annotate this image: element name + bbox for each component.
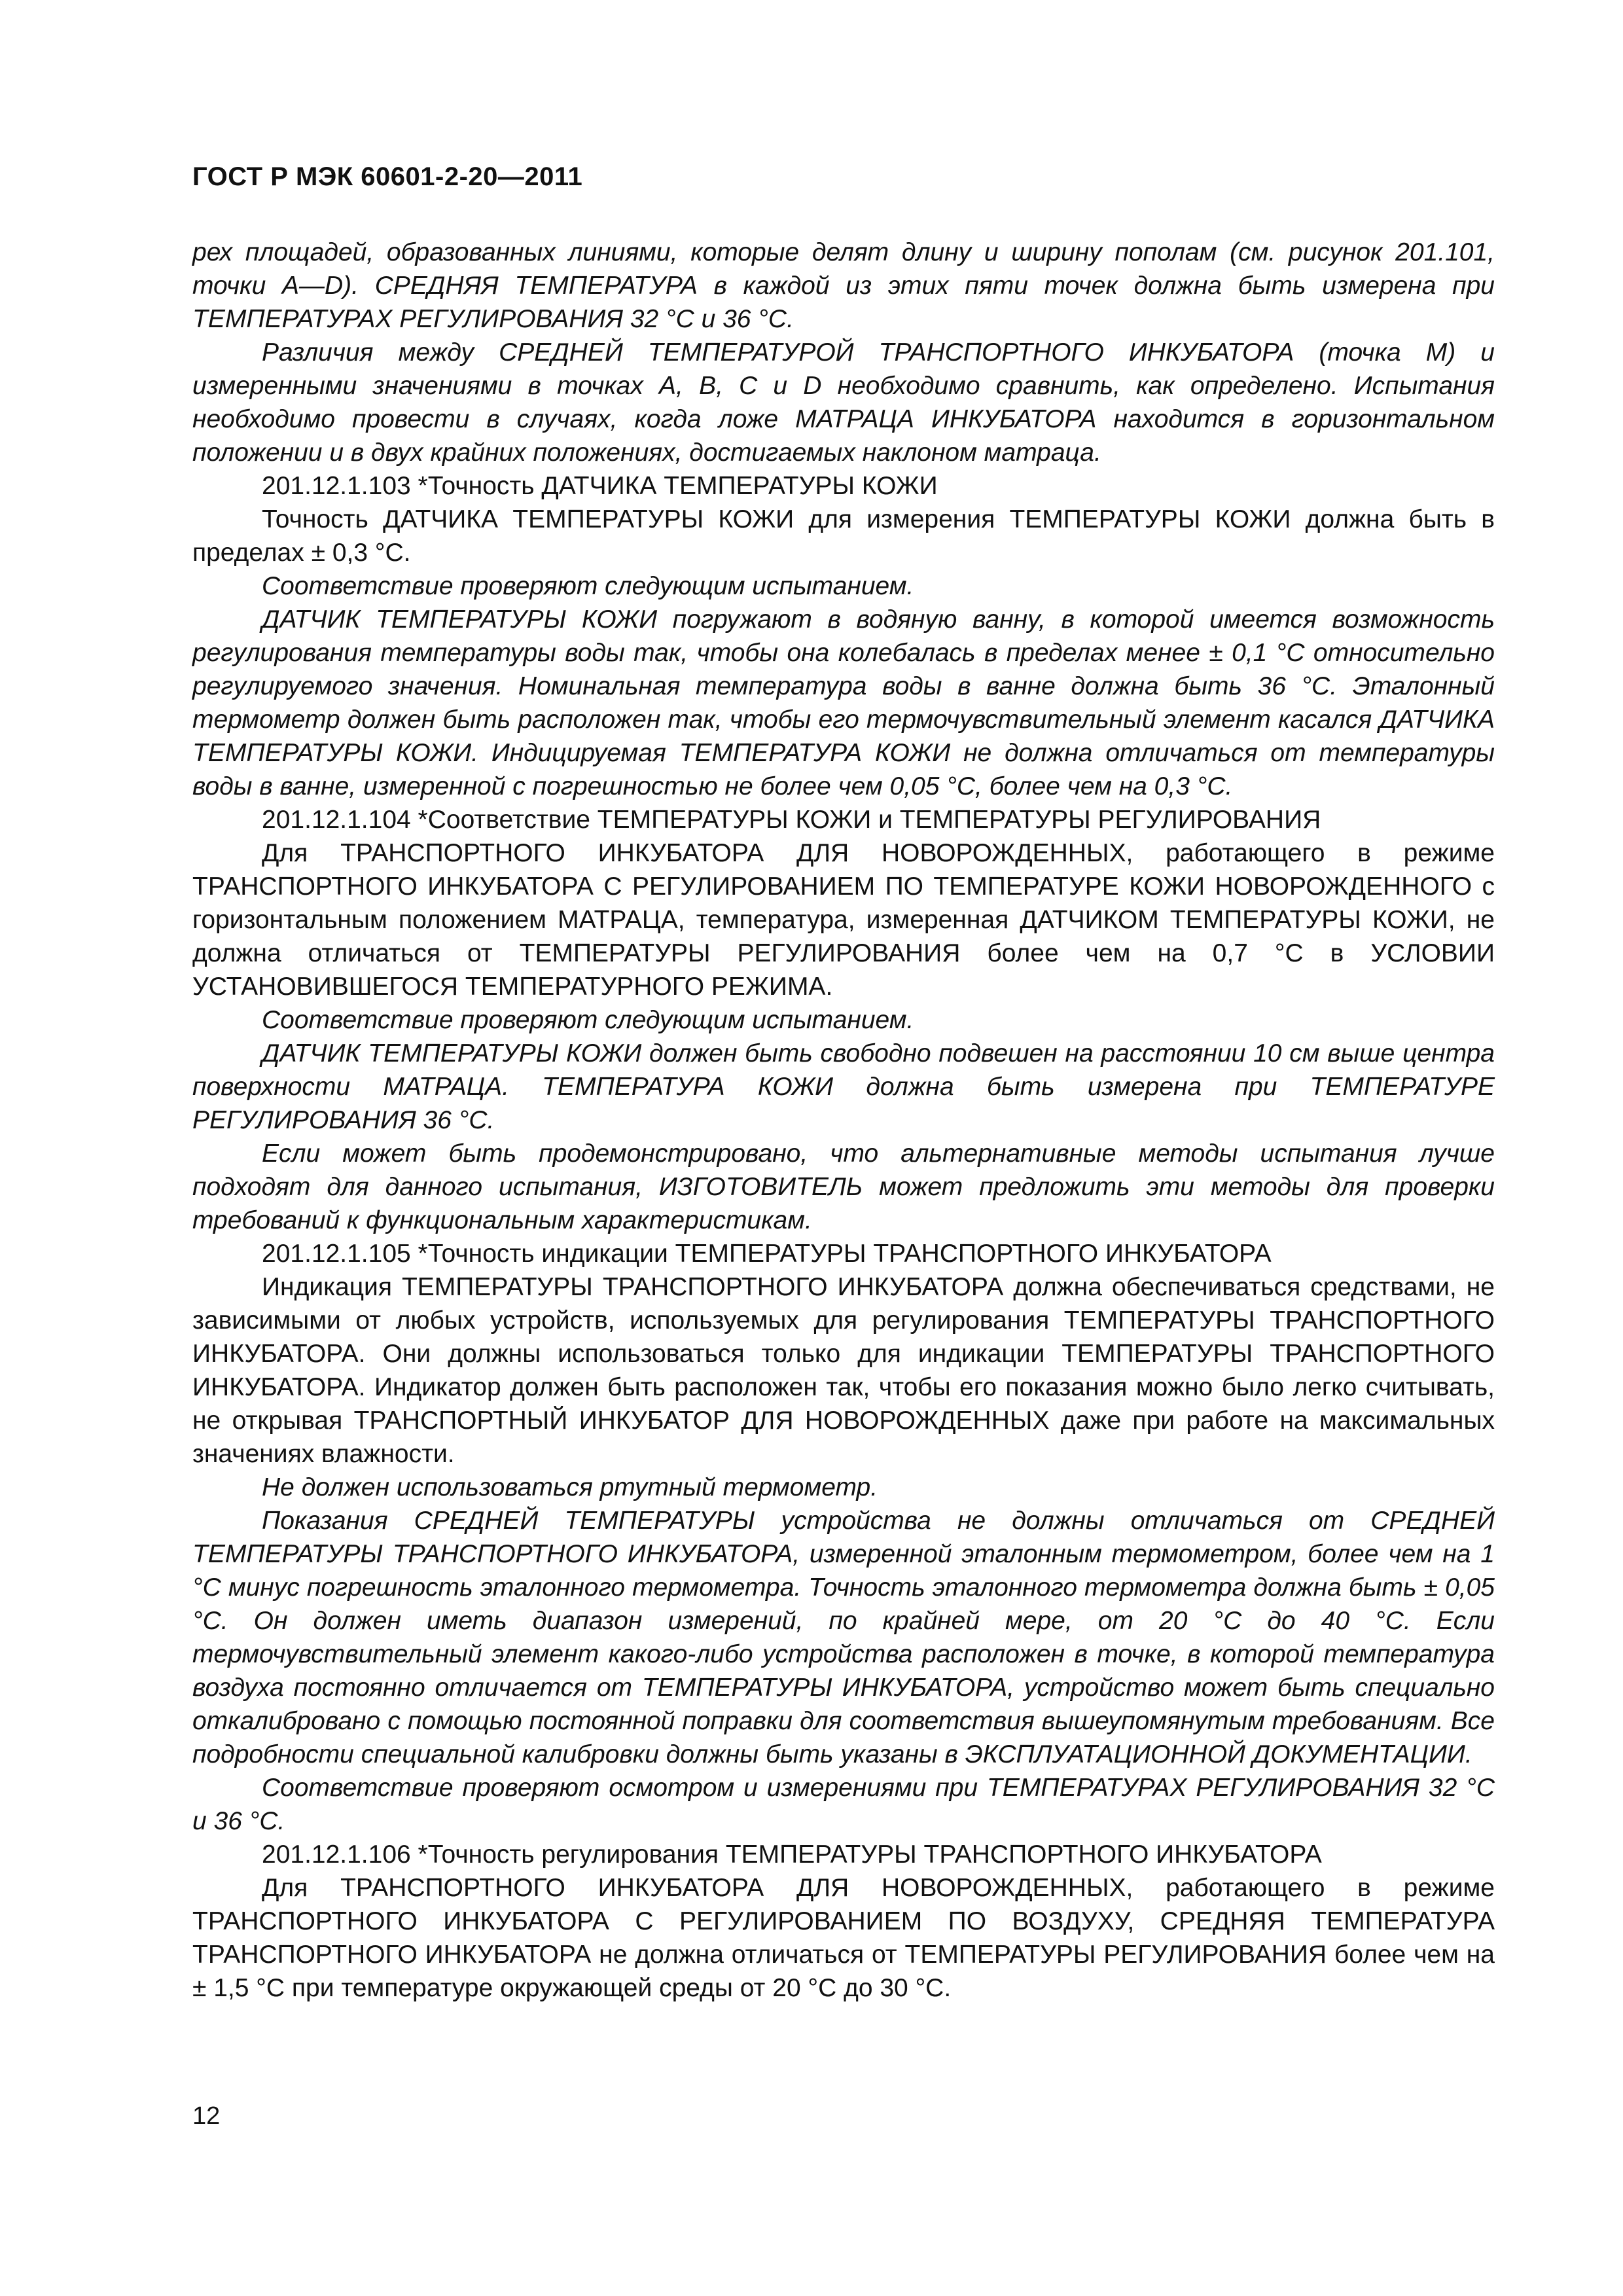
paragraph-test-105: Показания СРЕДНЕЙ ТЕМПЕРАТУРЫ устройства не должны отличаться от СРЕДНЕЙ ТЕМПЕРАТУРЫ ТРАНСПОРТНОГО ИНКУБАТОРА, измеренной эталонным термометром, более чем на 1 °С минус погрешность эталонного термометра. Точность эталонного термометра должна быть ± 0,05 °С. Он должен иметь диапазон измерений, по крайней мере, от 20 °С до 40 °С. Если термочувствительный элемент какого-либо устройства расположен в точке, в которой температура воздуха постоянно отличается от ТЕМПЕРАТУРЫ ИНКУБАТОРА, устройство может быть специально откалибровано с помощью постоянной поправки для соответствия вышеупомянутым требованиям. Все подробности специальной калибровки должны быть указаны в ЭКСПЛУАТАЦИОННОЙ ДОКУМЕНТАЦИИ. xyxy=(192,1507,1495,1768)
section-heading-105: 201.12.1.105 *Точность индикации ТЕМПЕРАТУРЫ ТРАНСПОРТНОГО ИНКУБАТОРА xyxy=(262,1240,1272,1268)
paragraph-compliance-105: Соответствие проверяют осмотром и измерениями при ТЕМПЕРАТУРАХ РЕГУЛИРОВАНИЯ 32 °С и 36 °С. xyxy=(192,1774,1495,1835)
paragraph-requirement-103: Точность ДАТЧИКА ТЕМПЕРАТУРЫ КОЖИ для измерения ТЕМПЕРАТУРЫ КОЖИ должна быть в пределах ± 0,3 °С. xyxy=(192,505,1495,567)
standard-code-header: ГОСТ Р МЭК 60601-2-20—2011 xyxy=(192,162,583,191)
paragraph-mercury-note: Не должен использоваться ртутный термометр. xyxy=(262,1473,878,1501)
section-heading-104: 201.12.1.104 *Соответствие ТЕМПЕРАТУРЫ КОЖИ и ТЕМПЕРАТУРЫ РЕГУЛИРОВАНИЯ xyxy=(262,806,1321,834)
paragraph-compliance-103: Соответствие проверяют следующим испытанием. xyxy=(262,572,914,600)
paragraph-alternative-methods: Если может быть продемонстрировано, что альтернативные методы испытания лучше подходят для данного испытания, ИЗГОТОВИТЕЛЬ может предложить эти методы для проверки требований к функциональным характеристикам. xyxy=(192,1139,1495,1234)
paragraph-continuation: рех площадей, образованных линиями, которые делят длину и ширину пополам (см. рисунок 201.101, точки A—D). СРЕДНЯЯ ТЕМПЕРАТУРА в каждой из этих пяти точек должна быть измерена при ТЕМПЕРАТУРАХ РЕГУЛИРОВАНИЯ 32 °С и 36 °С. xyxy=(192,238,1495,333)
page-number: 12 xyxy=(192,2102,221,2130)
paragraph-requirement-105: Индикация ТЕМПЕРАТУРЫ ТРАНСПОРТНОГО ИНКУБАТОРА должна обеспечиваться средствами, не зависимыми от любых устройств, используемых для регулирования ТЕМПЕРАТУРЫ ТРАНСПОРТНОГО ИНКУБАТОРА. Они должны использоваться только для индикации ТЕМПЕРАТУРЫ ТРАНСПОРТНОГО ИНКУБАТОРА. Индикатор должен быть расположен так, чтобы его показания можно было легко считывать, не открывая ТРАНСПОРТНЫЙ ИНКУБАТОР ДЛЯ НОВОРОЖДЕННЫХ даже при работе на максимальных значениях влажности. xyxy=(192,1273,1495,1468)
paragraph-test-104: ДАТЧИК ТЕМПЕРАТУРЫ КОЖИ должен быть свободно подвешен на расстоянии 10 см выше центра поверхности МАТРАЦА. ТЕМПЕРАТУРА КОЖИ должна быть измерена при ТЕМПЕРАТУРЕ РЕГУЛИРОВАНИЯ 36 °С. xyxy=(192,1039,1495,1134)
paragraph-test-103: ДАТЧИК ТЕМПЕРАТУРЫ КОЖИ погружают в водяную ванну, в которой имеется возможность регулирования температуры воды так, чтобы она колебалась в пределах менее ± 0,1 °С относительно регулируемого значения. Номинальная температура воды в ванне должна быть 36 °С. Эталонный термометр должен быть расположен так, чтобы его термочувствительный элемент касался ДАТЧИКА ТЕМПЕРАТУРЫ КОЖИ. Индицируемая ТЕМПЕРАТУРА КОЖИ не должна отличаться от температуры воды в ванне, измеренной с погрешностью не более чем 0,05 °С, более чем на 0,3 °С. xyxy=(192,605,1495,800)
paragraph-requirement-104: Для ТРАНСПОРТНОГО ИНКУБАТОРА ДЛЯ НОВОРОЖДЕННЫХ, работающего в режиме ТРАНСПОРТНОГО ИНКУБАТОРА С РЕГУЛИРОВАНИЕМ ПО ТЕМПЕРАТУРЕ КОЖИ НОВОРОЖДЕННОГО с горизонтальным положением МАТРАЦА, температура, измеренная ДАТЧИКОМ ТЕМПЕРАТУРЫ КОЖИ, не должна отличаться от ТЕМПЕРАТУРЫ РЕГУЛИРОВАНИЯ более чем на 0,7 °С в УСЛОВИИ УСТАНОВИВШЕГОСЯ ТЕМПЕРАТУРНОГО РЕЖИМА. xyxy=(192,839,1495,1001)
document-body xyxy=(192,236,1495,2005)
section-heading-103: 201.12.1.103 *Точность ДАТЧИКА ТЕМПЕРАТУРЫ КОЖИ xyxy=(262,472,938,500)
paragraph-requirement-106: Для ТРАНСПОРТНОГО ИНКУБАТОРА ДЛЯ НОВОРОЖДЕННЫХ, работающего в режиме ТРАНСПОРТНОГО ИНКУБАТОРА С РЕГУЛИРОВАНИЕМ ПО ВОЗДУХУ, СРЕДНЯЯ ТЕМПЕРАТУРА ТРАНСПОРТНОГО ИНКУБАТОРА не должна отличаться от ТЕМПЕРАТУРЫ РЕГУЛИРОВАНИЯ более чем на ± 1,5 °С при температуре окружающей среды от 20 °С до 30 °С. xyxy=(192,1874,1495,2002)
paragraph-comparison: Различия между СРЕДНЕЙ ТЕМПЕРАТУРОЙ ТРАНСПОРТНОГО ИНКУБАТОРА (точка M) и измеренными значениями в точках A, B, C и D необходимо сравнить, как определено. Испытания необходимо провести в случаях, когда ложе МАТРАЦА ИНКУБАТОРА находится в горизонтальном положении и в двух крайних положениях, достигаемых наклоном матраца. xyxy=(192,338,1495,467)
section-heading-106: 201.12.1.106 *Точность регулирования ТЕМПЕРАТУРЫ ТРАНСПОРТНОГО ИНКУБАТОРА xyxy=(262,1840,1322,1869)
paragraph-compliance-104: Соответствие проверяют следующим испытанием. xyxy=(262,1006,914,1034)
